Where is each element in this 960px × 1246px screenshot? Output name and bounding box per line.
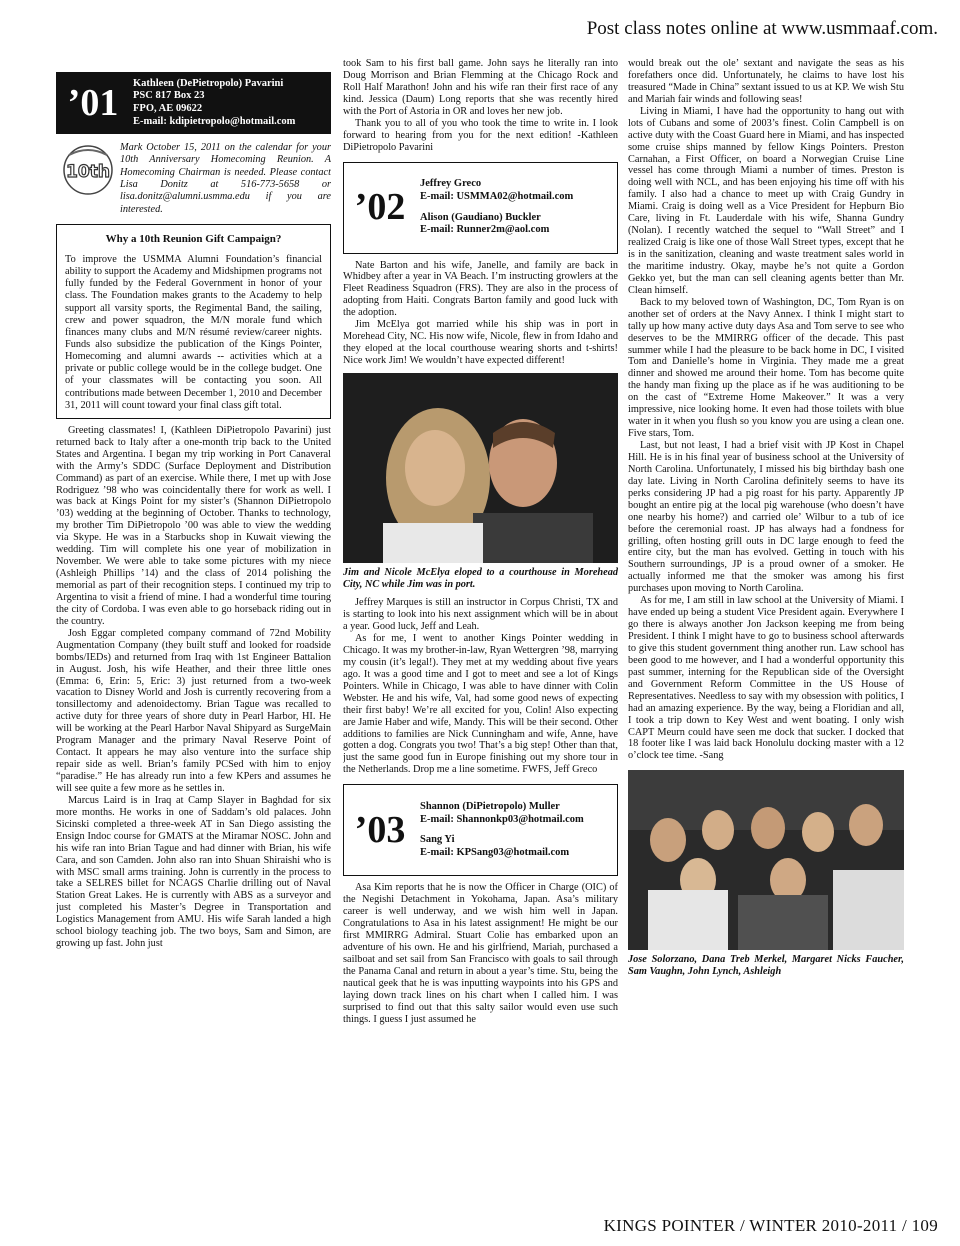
- class-year: ’03: [354, 809, 406, 852]
- paragraph: Marcus Laird is in Iraq at Camp Slayer in Baghdad for six more months. He works in one of Saddam’s old palaces. John Sicinski completed a three-week AT in San Diego assisting the Ensign Indoc course for GMATS at the Miramar NOSC. John and his wife ran into Brian Tague and had dinner with Brian, his wife Cara, and son Camden. John also ran into Shuan Shiraishi who is with MSC small arms training. John is currently in the process to take a SELRES billet for NCAGS Charlie drilling out of Naval Station Great Lakes. He is currently with ABS as a surveyor and just completed his Master’s Degree in Transportation and Logistics Management from AMU. His wife Sarah landed a high school biology teaching job. The two boys, Sam and Simon, are growing up fast. John just: [56, 794, 331, 950]
- class-01-header: [56, 72, 331, 134]
- column-1: [56, 72, 331, 950]
- photo-caption: Jim and Nicole McElya eloped to a courthouse in Morehead City, NC while Jim was in port.: [343, 566, 618, 591]
- gift-campaign-box: [56, 224, 331, 419]
- svg-text:10th: 10th: [66, 162, 110, 182]
- reunion-text: Mark October 15, 2011 on the calendar for your 10th Anniversary Homecoming Reunion. A Homecoming Chairman is needed. Please contact Lisa Donitz at 516-773-5658 or lisa.donitz@alumni.usmma.edu if you are interested.: [120, 142, 331, 215]
- paragraph: Living in Miami, I have had the opportunity to hang out with lots of Cubans and some of 2003’s finest. Colin Campbell is on active duty with the Coast Guard here in Miami, and has inspected some cruise ships manned by fellow Kings Pointers. Preston Carnahan, a First Officer, on board a Norwegian Cruise Line vessel has come through Miami a number of times. Preston is doing well with NCL, and has been enjoying his time off with his family. I also had a chance to meet up with Craig Gundry in Miami. Craig is doing well as a Vice President for Hepburn Bio Care, living in Ft. Lauderdale with his wife, Shanna Gundry (Nolan). I recently watched the sequel to “Wall Street” and I realized Craig is like one of those Wall Street types, except that he is in the sanitization, cleaning and waste treatment sales world in the maritime industry. Okay, maybe he’s not quite a Gordon Gekko yet, but the man can sell cleaning agents better than Mr. Clean himself.: [628, 105, 904, 296]
- class-contact: Kathleen (DePietropolo) Pavarini PSC 817 Box 23 FPO, AE 09622 E-mail: kdipietropolo@hotmail.com: [133, 77, 296, 127]
- paragraph: As for me, I went to another Kings Pointer wedding in Chicago. It was my brother-in-law, Ryan Wettergren ’98, marrying my cousin (it’s legal!). They met at my wedding about five years ago. It was a good time and I got to meet and see a lot of Kings Pointers. While in Chicago, I was able to have dinner with Colin Webster. He and his wife, Val, had some good news of expecting their first baby! We’re all excited for you, Colin! Also expecting are Jamie Haber and wife, Mandy. This will be their second. Other additions to families are Nick Cunningham and wife, Anne, have gotten a dog. Congrats you two! That’s a big step! Other than that, just the same good fun in Europe finishing out my shore tour in the Netherlands. Drop me a line sometime. FWFS, Jeff Greco: [343, 633, 618, 776]
- photo-caption: Jose Solorzano, Dana Treb Merkel, Margaret Nicks Faucher, Sam Vaughn, John Lynch, Ashleigh: [628, 954, 904, 978]
- paragraph: would break out the ole’ sextant and navigate the seas as his forefathers once did. Unfortunately, he claims to have lost his treasured “Made in China” sextant issued to us at KP. We wish Stu and Mariah fair winds and following seas!: [628, 58, 904, 105]
- paragraph: Jeffrey Marques is still an instructor in Corpus Christi, TX and is starting to look into his next assignment which will be in about a year. Good luck, Jeff and Leah.: [343, 597, 618, 633]
- class-contact: Jeffrey Greco E-mail: USMMA02@hotmail.com Alison (Gaudiano) Buckler E-mail: Runner2m@aol.com: [420, 178, 574, 236]
- paragraph: Josh Eggar completed company command of 72nd Mobility Augmentation Company (they built stuff and looked for roadside bombs/IEDs) and returned from Iraq with 1st Engineer Battalion in August. Josh, his wife Heather, and their three little ones (Emma: 6, Erin: 5, Eric: 3) just returned from a two-week vacation to Disney World and Josh is currently recovering from a tonsillectomy and adenoidectomy. Brian Tague was recalled to active duty for three years of shore duty in Pearl Harbor, HI. He will be working at the Pearl Harbor Naval Shipyard as SurgeMain Program Manager and the primary Naval Reserve Point of Contact. It appears he may also venture into the surface ship repair side as well. Brian’s family PCSed with him to enjoy “paradise.” He has already run into a few KPers and assumes he will see quite a few more as he settles in.: [56, 627, 331, 794]
- header-note: Post class notes online at www.usmmaaf.com.: [586, 18, 938, 39]
- paragraph: Greeting classmates! I, (Kathleen DiPietropolo Pavarini) just returned back to Italy after a one-month trip back to the United States and Argentina. I began my trip working in Port Canaveral with the Army’s SDDC (Surface Deployment and Distribution Command) as part of an exercise. While there, I met up with Jose Rodriguez ’98 who was coincidentally there for work as well. I was back at Kings Point for my sister’s (Shannon DiPietropolo ’03) wedding at the beginning of October. Thanks to technology, my brother Tim DiPietropolo ’00 was able to view the wedding via Skype. He was in a Starbucks shop in Kuwait viewing the wedding. Tim will complete his one year of mobilization in November. We were able to take some pictures with my niece (Ashleigh Phillips ’14) and the class of 2014 polishing the memorial as part of their recognition steps. I continued my trip to Argentina to visit a friend of mine. I had a wonderful time touring the city of Cordoba. I was even able to go horseback riding out in the country.: [56, 424, 331, 627]
- class-contact: Shannon (DiPietropolo) Muller E-mail: Shannonkp03@hotmail.com Sang Yi E-mail: KPSang03@hotmail.com: [420, 801, 584, 858]
- paragraph: As for me, I am still in law school at the University of Miami. I have ended up being a student Vice President again. Everywhere I go there is always another Jon Jackson keeping me from being President. I think I might have to go to business school afterwards to give this student government thing another run. Law school has been good to me however, and I had a wonderful opportunity this past summer, interning for the Republican side of the Oversight and Government Reform Committee in the US House of Representatives. Needless to say with my obsession with politics, I had an amazing experience. By the way, being a Floridian and all, I took a trip down to Key West and went boating. I only wish CAPT Meurn could have seen me dock that sucker. I docked that 18 footer like I was laid back Honolulu docking master with a 12 o’clock tee time. -Sang: [628, 595, 904, 762]
- tenth-anniversary-emblem-icon: [56, 142, 120, 198]
- class-year: ’01: [67, 81, 119, 124]
- page-footer: KINGS POINTER / WINTER 2010-2011 / 109: [603, 1216, 938, 1235]
- class-01-notes: [56, 425, 331, 950]
- class-02-notes: [343, 260, 618, 367]
- class-02-notes-continued: [343, 597, 618, 776]
- couple-photo: [343, 373, 618, 563]
- class-03-header: [343, 784, 618, 876]
- paragraph: Last, but not least, I had a brief visit with JP Kost in Chapel Hill. He is in his final year of business school at the University of North Carolina. Unfortunately, I missed his big birthday bash one day late. Living in North Carolina definitely seems to have its perks considering JP had a pig roast for his party. Apparently JP bought an entire pig at the local pig warehouse (who doesn’t have one nearby his home?) and carried ole’ Wilbur to a tub of ice before the ceremonial roast. JP has always had a fondness for grilling, often hosting grill outs in DC large enough to feed the entire city, but the man has evolved. Getting in touch with his Southern surroundings, JP is a proud owner of a smoker. He actually informed me that the smoker was among his first purchases upon moving to North Carolina.: [628, 440, 904, 595]
- column-2: [343, 58, 618, 1188]
- reunion-note: [56, 142, 331, 216]
- gift-body: To improve the USMMA Alumni Foundation’s financial ability to support the Academy and Midshipmen programs not fully funded by the Federal Government in honor of your class. The Foundation makes grants to the Academy to help support all varsity sports, the Regimental Band, the sailing, crew and power squadron, the M/N morale fund which finances many clubs and M/N résumé review/career nights. Funds also subsidize the publication of the Kings Pointer, Homecoming and alumni awards -- activities which at a private or public college would be in the college budget. One of your classmates will be contacting you soon. All contributions made between December 1, 2010 and December 31, 2011 will count toward your final class gift total.: [65, 254, 322, 411]
- column-3: [628, 58, 904, 1188]
- gift-title: Why a 10th Reunion Gift Campaign?: [105, 233, 282, 246]
- paragraph: Jim McElya got married while his ship was in port in Morehead City, NC. His now wife, Nicole, flew in from Idaho and they eloped at the local courthouse wearing shorts and t-shirts! Nice work Jim! We wouldn’t have expected different!: [343, 319, 618, 366]
- class-02-header: [343, 162, 618, 254]
- paragraph: Asa Kim reports that he is now the Officer in Charge (OIC) of the Negishi Detachment in Yokohama, Japan. Asa’s military career is well underway, and we wish him well in Japan. Congratulations to Asa in his latest assignment! He might be our first MMIRRG Admiral. Stuart Colie has embarked upon an adventure of his own. He and his girlfriend, Mariah, purchased a sailboat and set sail from San Francisco with goals to sail through the Panama Canal and return in about a year’s time. Stu, being the nautical geek that he is was inputting waypoints into his GPS and laying down track lines on his chart when I called him. I was surprised to find out that this salty sailor would even use such things. I guess I just assumed he: [343, 882, 618, 1025]
- class-03-notes: [343, 882, 618, 1025]
- class-year: ’02: [354, 186, 406, 229]
- paragraph: Thank you to all of you who took the time to write in. I look forward to hearing from you for the next edition! -Kathleen DiPietropolo Pavarini: [343, 117, 618, 153]
- group-photo: [628, 770, 904, 950]
- paragraph: took Sam to his first ball game. John says he literally ran into Doug Morrison and Brian Flemming at the Chicago Rock and Roll Half Marathon! John and his wife ran their first race of any kind. Jessica (Daum) Long reports that she was recently hired with the Port of Astoria in OR and loves her new job.: [343, 58, 618, 117]
- paragraph: Back to my beloved town of Washington, DC, Tom Ryan is on another set of orders at the Navy Annex. I think I might start to tally up how many active duty days Asa and Tom serve to see who deserves to be the MMIRRG officer of the decade. This past summer while I had the pleasure to be back home in DC, I visited Tom and Danielle’s home in Virginia. They made me a great dinner and showed me around their home. Tom has become quite the handy man fixing up the place as if he was auditioning to be on the cast of “Extreme Home Makeover.” It was a very impressive, nice looking home. It even had those toilets with blue water in it when you flush so you know you are using a clean one. Five stars, Tom.: [628, 296, 904, 440]
- paragraph: Nate Barton and his wife, Janelle, and family are back in Whidbey after a year in VA Beach. I’m instructing growlers at the Fleet Readiness Squadron (FRS). They are also in the process of adopting from Haiti. Congrats Barton family and good luck with the adoption.: [343, 259, 618, 319]
